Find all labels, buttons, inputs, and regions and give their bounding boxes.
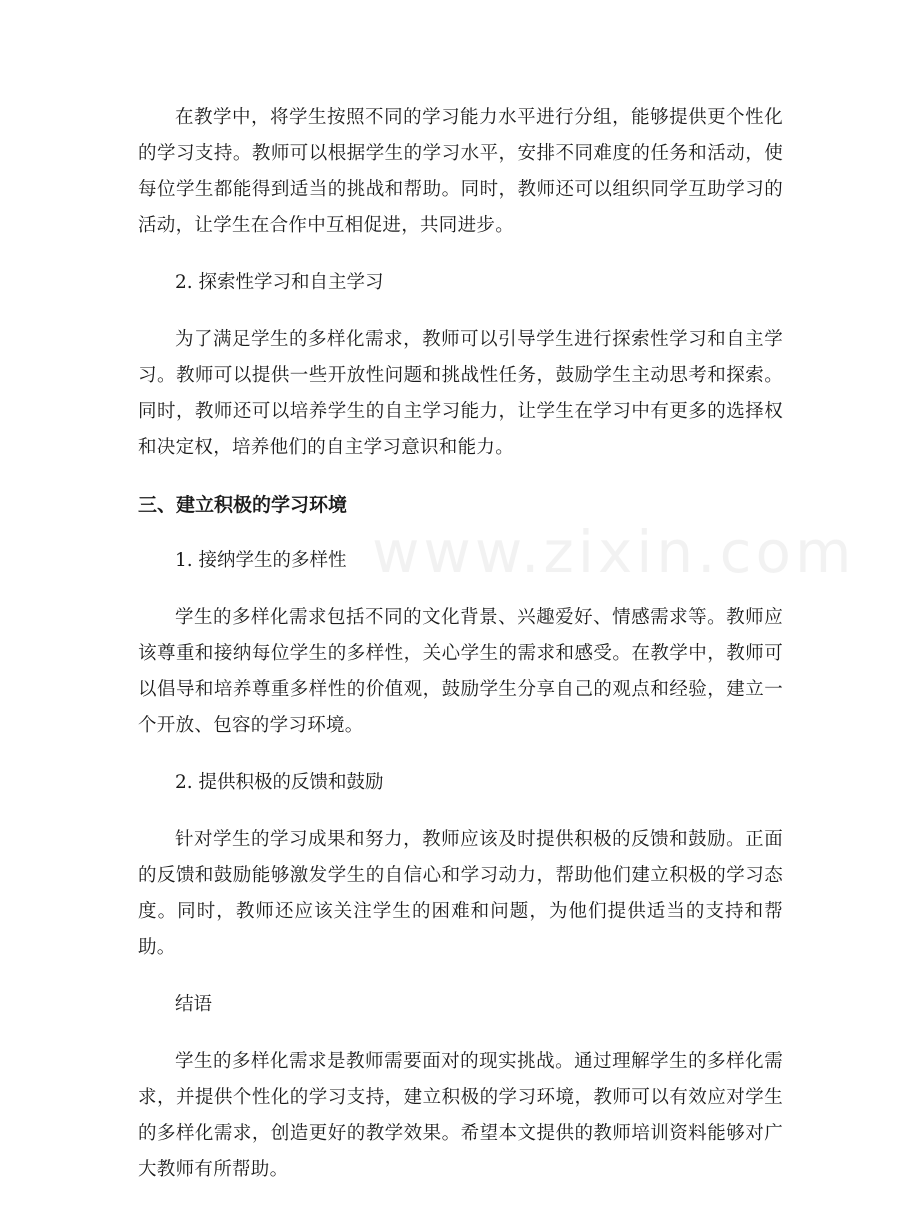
- subheading-accept-diversity: 1. 接纳学生的多样性: [175, 550, 347, 571]
- paragraph-positive-feedback: 针对学生的学习成果和努力，教师应该及时提供积极的反馈和鼓励。正面的反馈和鼓励能够激发学生的自信心和学习动力，帮助他们建立积极的学习态度。同时，教师还应该关注学生的困难和问题，为他们提供适当的支持和帮助。: [138, 829, 783, 958]
- section-heading-learning-environment: 三、建立积极的学习环境: [138, 494, 348, 516]
- paragraph-grouping: 在教学中，将学生按照不同的学习能力水平进行分组，能够提供更个性化的学习支持。教师可以根据学生的学习水平，安排不同难度的任务和活动，使每位学生都能得到适当的挑战和帮助。同时，教师还可以组织同学互助学习的活动，让学生在合作中互相促进，共同进步。: [138, 107, 783, 236]
- paragraph-conclusion: 学生的多样化需求是教师需要面对的现实挑战。通过理解学生的多样化需求，并提供个性化的学习支持，建立积极的学习环境，教师可以有效应对学生的多样化需求，创造更好的教学效果。希望本文提供的教师培训资料能够对广大教师有所帮助。: [138, 1051, 783, 1180]
- subheading-positive-feedback: 2. 提供积极的反馈和鼓励: [175, 772, 384, 793]
- subheading-explore-learning: 2. 探索性学习和自主学习: [175, 272, 384, 293]
- document-body: [138, 100, 783, 1209]
- subheading-conclusion: 结语: [175, 994, 213, 1015]
- watermark: www.zixin.com: [372, 518, 856, 586]
- paragraph-accept-diversity: 学生的多样化需求包括不同的文化背景、兴趣爱好、情感需求等。教师应该尊重和接纳每位学生的多样性，关心学生的需求和感受。在教学中，教师可以倡导和培养尊重多样性的价值观，鼓励学生分享自己的观点和经验，建立一个开放、包容的学习环境。: [138, 607, 783, 736]
- paragraph-explore-learning: 为了满足学生的多样化需求，教师可以引导学生进行探索性学习和自主学习。教师可以提供一些开放性问题和挑战性任务，鼓励学生主动思考和探索。同时，教师还可以培养学生的自主学习能力，让学生在学习中有更多的选择权和决定权，培养他们的自主学习意识和能力。: [138, 329, 783, 458]
